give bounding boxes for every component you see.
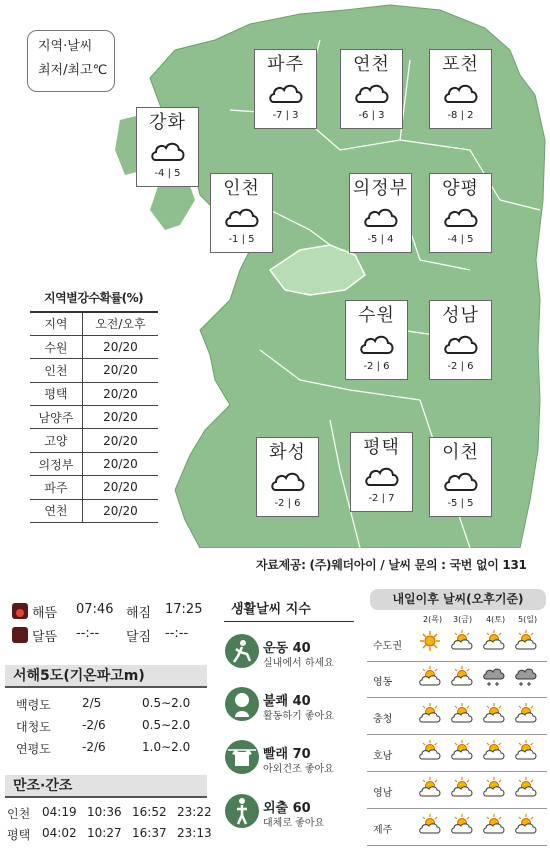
table-row xyxy=(30,406,158,429)
city-card-yangpyeong xyxy=(429,173,492,253)
city-temps: -1 | 5 xyxy=(228,234,255,245)
city-name: 성남 xyxy=(442,305,479,326)
city-name: 평택 xyxy=(363,437,400,458)
outing-icon xyxy=(225,794,259,828)
city-temps: -5 | 5 xyxy=(447,498,474,509)
temp-low: -7 xyxy=(272,110,283,121)
partly-cloudy-icon xyxy=(450,666,474,688)
temp-high: 6 xyxy=(294,498,301,509)
region-cell: 수원 xyxy=(30,335,82,358)
life-item-laundry xyxy=(225,740,355,784)
forecast-region: 제주 xyxy=(373,825,393,836)
snow-cloud-icon xyxy=(514,666,538,688)
cloud-icon xyxy=(443,204,479,230)
city-temps: -5 | 4 xyxy=(367,234,394,245)
city-name: 연천 xyxy=(353,54,390,75)
city-temps: -7 | 3 xyxy=(272,110,299,121)
partly-cloudy-icon xyxy=(482,630,506,652)
city-temps: -6 | 3 xyxy=(358,110,385,121)
discomfort-icon xyxy=(225,687,259,721)
snow-cloud-icon xyxy=(482,666,506,688)
tide-time: 16:37 xyxy=(132,826,167,840)
island-name: 연평도 xyxy=(16,742,51,756)
value-cell: 20/20 xyxy=(82,406,158,429)
moonrise-time: --:-- xyxy=(76,626,100,641)
island-temp: -2/6 xyxy=(82,740,106,754)
temp-high: 6 xyxy=(467,361,474,372)
city-temps: -2 | 6 xyxy=(363,361,390,372)
temp-high: 5 xyxy=(467,498,474,509)
region-cell: 연천 xyxy=(30,499,82,522)
partly-cloudy-icon xyxy=(418,703,442,725)
moon-row xyxy=(12,626,212,644)
divider xyxy=(224,621,354,622)
temp-low: -5 xyxy=(447,498,458,509)
temp-high: 5 xyxy=(174,168,181,179)
partly-cloudy-icon xyxy=(514,630,538,652)
partly-cloudy-icon xyxy=(418,814,442,836)
tide-time: 16:52 xyxy=(132,805,167,819)
partly-cloudy-icon xyxy=(450,777,474,799)
life-label: 운동 40 xyxy=(263,641,311,656)
city-name: 이천 xyxy=(442,442,479,463)
table-row xyxy=(30,476,158,499)
life-desc: 실내에서 하세요 xyxy=(263,658,334,669)
life-label: 빨래 70 xyxy=(263,747,311,762)
temp-high: 3 xyxy=(292,110,299,121)
partly-cloudy-icon xyxy=(482,703,506,725)
moonset-label: 달짐 xyxy=(126,630,152,645)
table-row xyxy=(30,359,158,382)
partly-cloudy-icon xyxy=(514,777,538,799)
cloud-icon xyxy=(224,204,260,230)
city-card-icheon xyxy=(429,437,492,517)
table-row xyxy=(30,499,158,522)
city-temps: -2 | 6 xyxy=(274,498,301,509)
city-card-uijeongbu xyxy=(349,173,412,253)
cloud-icon xyxy=(150,138,186,164)
life-desc: 대체로 좋아요 xyxy=(263,818,325,829)
city-name: 파주 xyxy=(267,54,304,75)
col-header: 지역 xyxy=(30,312,82,335)
partly-cloudy-icon xyxy=(514,703,538,725)
moonset-time: --:-- xyxy=(165,626,189,641)
region-cell: 평택 xyxy=(30,382,82,405)
forecast-row xyxy=(367,808,547,846)
tide-time: 10:27 xyxy=(87,826,122,840)
temp-high: 4 xyxy=(387,234,394,245)
date-label: 5(일) xyxy=(518,615,538,624)
tide-time: 10:36 xyxy=(87,805,122,819)
island-name: 백령도 xyxy=(16,698,51,712)
tides-title: 만조·간조 xyxy=(5,775,207,798)
city-name: 인천 xyxy=(223,178,260,199)
city-card-hwaseong xyxy=(256,437,319,517)
city-card-paju xyxy=(254,49,317,129)
forecast-title: 내일이후 날씨(오후기준) xyxy=(370,589,546,610)
forecast-row xyxy=(367,734,547,772)
cloud-icon xyxy=(443,80,479,106)
island-wave: 0.5∼2.0 xyxy=(142,696,191,710)
forecast-row xyxy=(367,697,547,735)
city-name: 화성 xyxy=(269,442,306,463)
city-name: 양평 xyxy=(442,178,479,199)
temp-high: 5 xyxy=(467,234,474,245)
partly-cloudy-icon xyxy=(450,814,474,836)
temp-low: -8 xyxy=(447,110,458,121)
region-cell: 고양 xyxy=(30,429,82,452)
partly-cloudy-icon xyxy=(514,740,538,762)
region-cell: 파주 xyxy=(30,476,82,499)
table-row xyxy=(30,429,158,452)
region-cell: 인천 xyxy=(30,359,82,382)
region-cell: 의정부 xyxy=(30,452,82,475)
temp-low: -2 xyxy=(274,498,285,509)
life-desc: 활동하기 좋아요 xyxy=(263,711,334,722)
partly-cloudy-icon xyxy=(514,814,538,836)
temp-low: -2 xyxy=(363,361,374,372)
table-row xyxy=(30,335,158,358)
partly-cloudy-icon xyxy=(450,703,474,725)
city-name: 의정부 xyxy=(352,178,409,199)
partly-cloudy-icon xyxy=(418,666,442,688)
cloud-icon xyxy=(354,80,390,106)
tide-place: 인천 xyxy=(7,807,31,821)
partly-cloudy-icon xyxy=(450,630,474,652)
cloud-icon xyxy=(443,331,479,357)
life-item-discomfort xyxy=(225,687,355,731)
forecast-region: 영남 xyxy=(373,788,393,799)
sunrise-time: 07:46 xyxy=(76,602,114,617)
legend-line-2: 최저/최고℃ xyxy=(38,63,108,78)
forecast-region: 수도권 xyxy=(373,641,402,652)
sunset-time: 17:25 xyxy=(165,602,203,617)
tide-time: 23:22 xyxy=(177,805,212,819)
city-name: 포천 xyxy=(442,54,479,75)
temp-low: -6 xyxy=(358,110,369,121)
laundry-icon xyxy=(225,740,259,774)
sunrise-label: 해뜸 xyxy=(32,606,58,621)
cloud-icon xyxy=(268,80,304,106)
value-cell: 20/20 xyxy=(82,359,158,382)
sunset-label: 해짐 xyxy=(126,606,152,621)
forecast-region: 영동 xyxy=(373,677,393,688)
temp-low: -4 xyxy=(154,168,165,179)
island-temp: -2/6 xyxy=(82,718,106,732)
city-temps: -8 | 2 xyxy=(447,110,474,121)
life-index-title: 생활날씨 지수 xyxy=(231,602,311,617)
tide-place: 평택 xyxy=(7,828,31,842)
cloud-icon xyxy=(359,331,395,357)
temp-high: 6 xyxy=(383,361,390,372)
sun-icon xyxy=(418,630,442,652)
value-cell: 20/20 xyxy=(82,499,158,522)
legend-line-1: 지역·날씨 xyxy=(38,39,93,54)
cloud-icon xyxy=(270,468,306,494)
temp-high: 5 xyxy=(248,234,255,245)
map-legend xyxy=(27,30,115,92)
partly-cloudy-icon xyxy=(482,740,506,762)
exercise-icon xyxy=(225,634,259,668)
island-wave: 0.5∼2.0 xyxy=(142,718,191,732)
island-temp: 2/5 xyxy=(82,696,102,710)
precip-title: 지역별강수확률(%) xyxy=(44,291,144,305)
precip-table xyxy=(30,311,158,523)
island-name: 대청도 xyxy=(16,720,51,734)
city-name: 수원 xyxy=(358,305,395,326)
city-temps: -4 | 5 xyxy=(154,168,181,179)
moonrise-label: 달뜸 xyxy=(32,630,58,645)
city-temps: -2 | 6 xyxy=(447,361,474,372)
moonrise-icon xyxy=(12,627,28,643)
partly-cloudy-icon xyxy=(450,740,474,762)
temp-low: -1 xyxy=(228,234,239,245)
forecast-row xyxy=(367,771,547,809)
city-card-pyeongtaek xyxy=(350,432,413,512)
waves-title: 서해5도(기온파고m) xyxy=(5,665,207,688)
city-card-pocheon xyxy=(429,49,492,129)
table-header-row xyxy=(30,312,158,335)
value-cell: 20/20 xyxy=(82,429,158,452)
temp-high: 3 xyxy=(378,110,385,121)
tide-time: 04:02 xyxy=(42,826,77,840)
value-cell: 20/20 xyxy=(82,335,158,358)
tide-time: 23:13 xyxy=(177,826,212,840)
value-cell: 20/20 xyxy=(82,476,158,499)
date-label: 4(토) xyxy=(486,615,506,624)
city-temps: -4 | 5 xyxy=(447,234,474,245)
temp-high: 7 xyxy=(388,493,395,504)
temp-low: -4 xyxy=(447,234,458,245)
partly-cloudy-icon xyxy=(418,777,442,799)
life-label: 외출 60 xyxy=(263,801,311,816)
table-row xyxy=(30,382,158,405)
city-temps: -2 | 7 xyxy=(368,493,395,504)
tide-time: 04:19 xyxy=(42,805,77,819)
city-card-suwon xyxy=(345,300,408,380)
city-card-seongnam xyxy=(429,300,492,380)
city-card-incheon xyxy=(210,173,273,253)
col-header: 오전/오후 xyxy=(82,312,158,335)
forecast-region: 호남 xyxy=(373,751,393,762)
table-row xyxy=(30,452,158,475)
partly-cloudy-icon xyxy=(482,777,506,799)
city-card-yeoncheon xyxy=(340,49,403,129)
value-cell: 20/20 xyxy=(82,452,158,475)
cloud-icon xyxy=(364,463,400,489)
temp-high: 2 xyxy=(467,110,474,121)
sunrise-icon xyxy=(12,603,28,619)
temp-low: -5 xyxy=(367,234,378,245)
value-cell: 20/20 xyxy=(82,382,158,405)
island-wave: 1.0∼2.0 xyxy=(142,740,191,754)
life-desc: 아외건조 좋아요 xyxy=(263,764,334,775)
partly-cloudy-icon xyxy=(418,740,442,762)
cloud-icon xyxy=(363,204,399,230)
life-item-outing xyxy=(225,794,355,838)
region-cell: 남양주 xyxy=(30,406,82,429)
city-card-ganghwa xyxy=(136,107,199,187)
life-label: 불쾌 40 xyxy=(263,694,311,709)
sun-row xyxy=(12,602,212,620)
partly-cloudy-icon xyxy=(482,814,506,836)
forecast-row xyxy=(367,624,547,662)
date-label: 2(목) xyxy=(423,615,443,624)
temp-low: -2 xyxy=(368,493,379,504)
temp-low: -2 xyxy=(447,361,458,372)
data-source: 자료제공: (주)웨더아이 / 날씨 문의 : 국번 없이 131 xyxy=(256,558,527,572)
cloud-icon xyxy=(443,468,479,494)
life-item-exercise xyxy=(225,634,355,678)
forecast-row xyxy=(367,660,547,698)
date-label: 3(금) xyxy=(453,615,473,624)
forecast-region: 충청 xyxy=(373,714,393,725)
city-name: 강화 xyxy=(149,112,186,133)
